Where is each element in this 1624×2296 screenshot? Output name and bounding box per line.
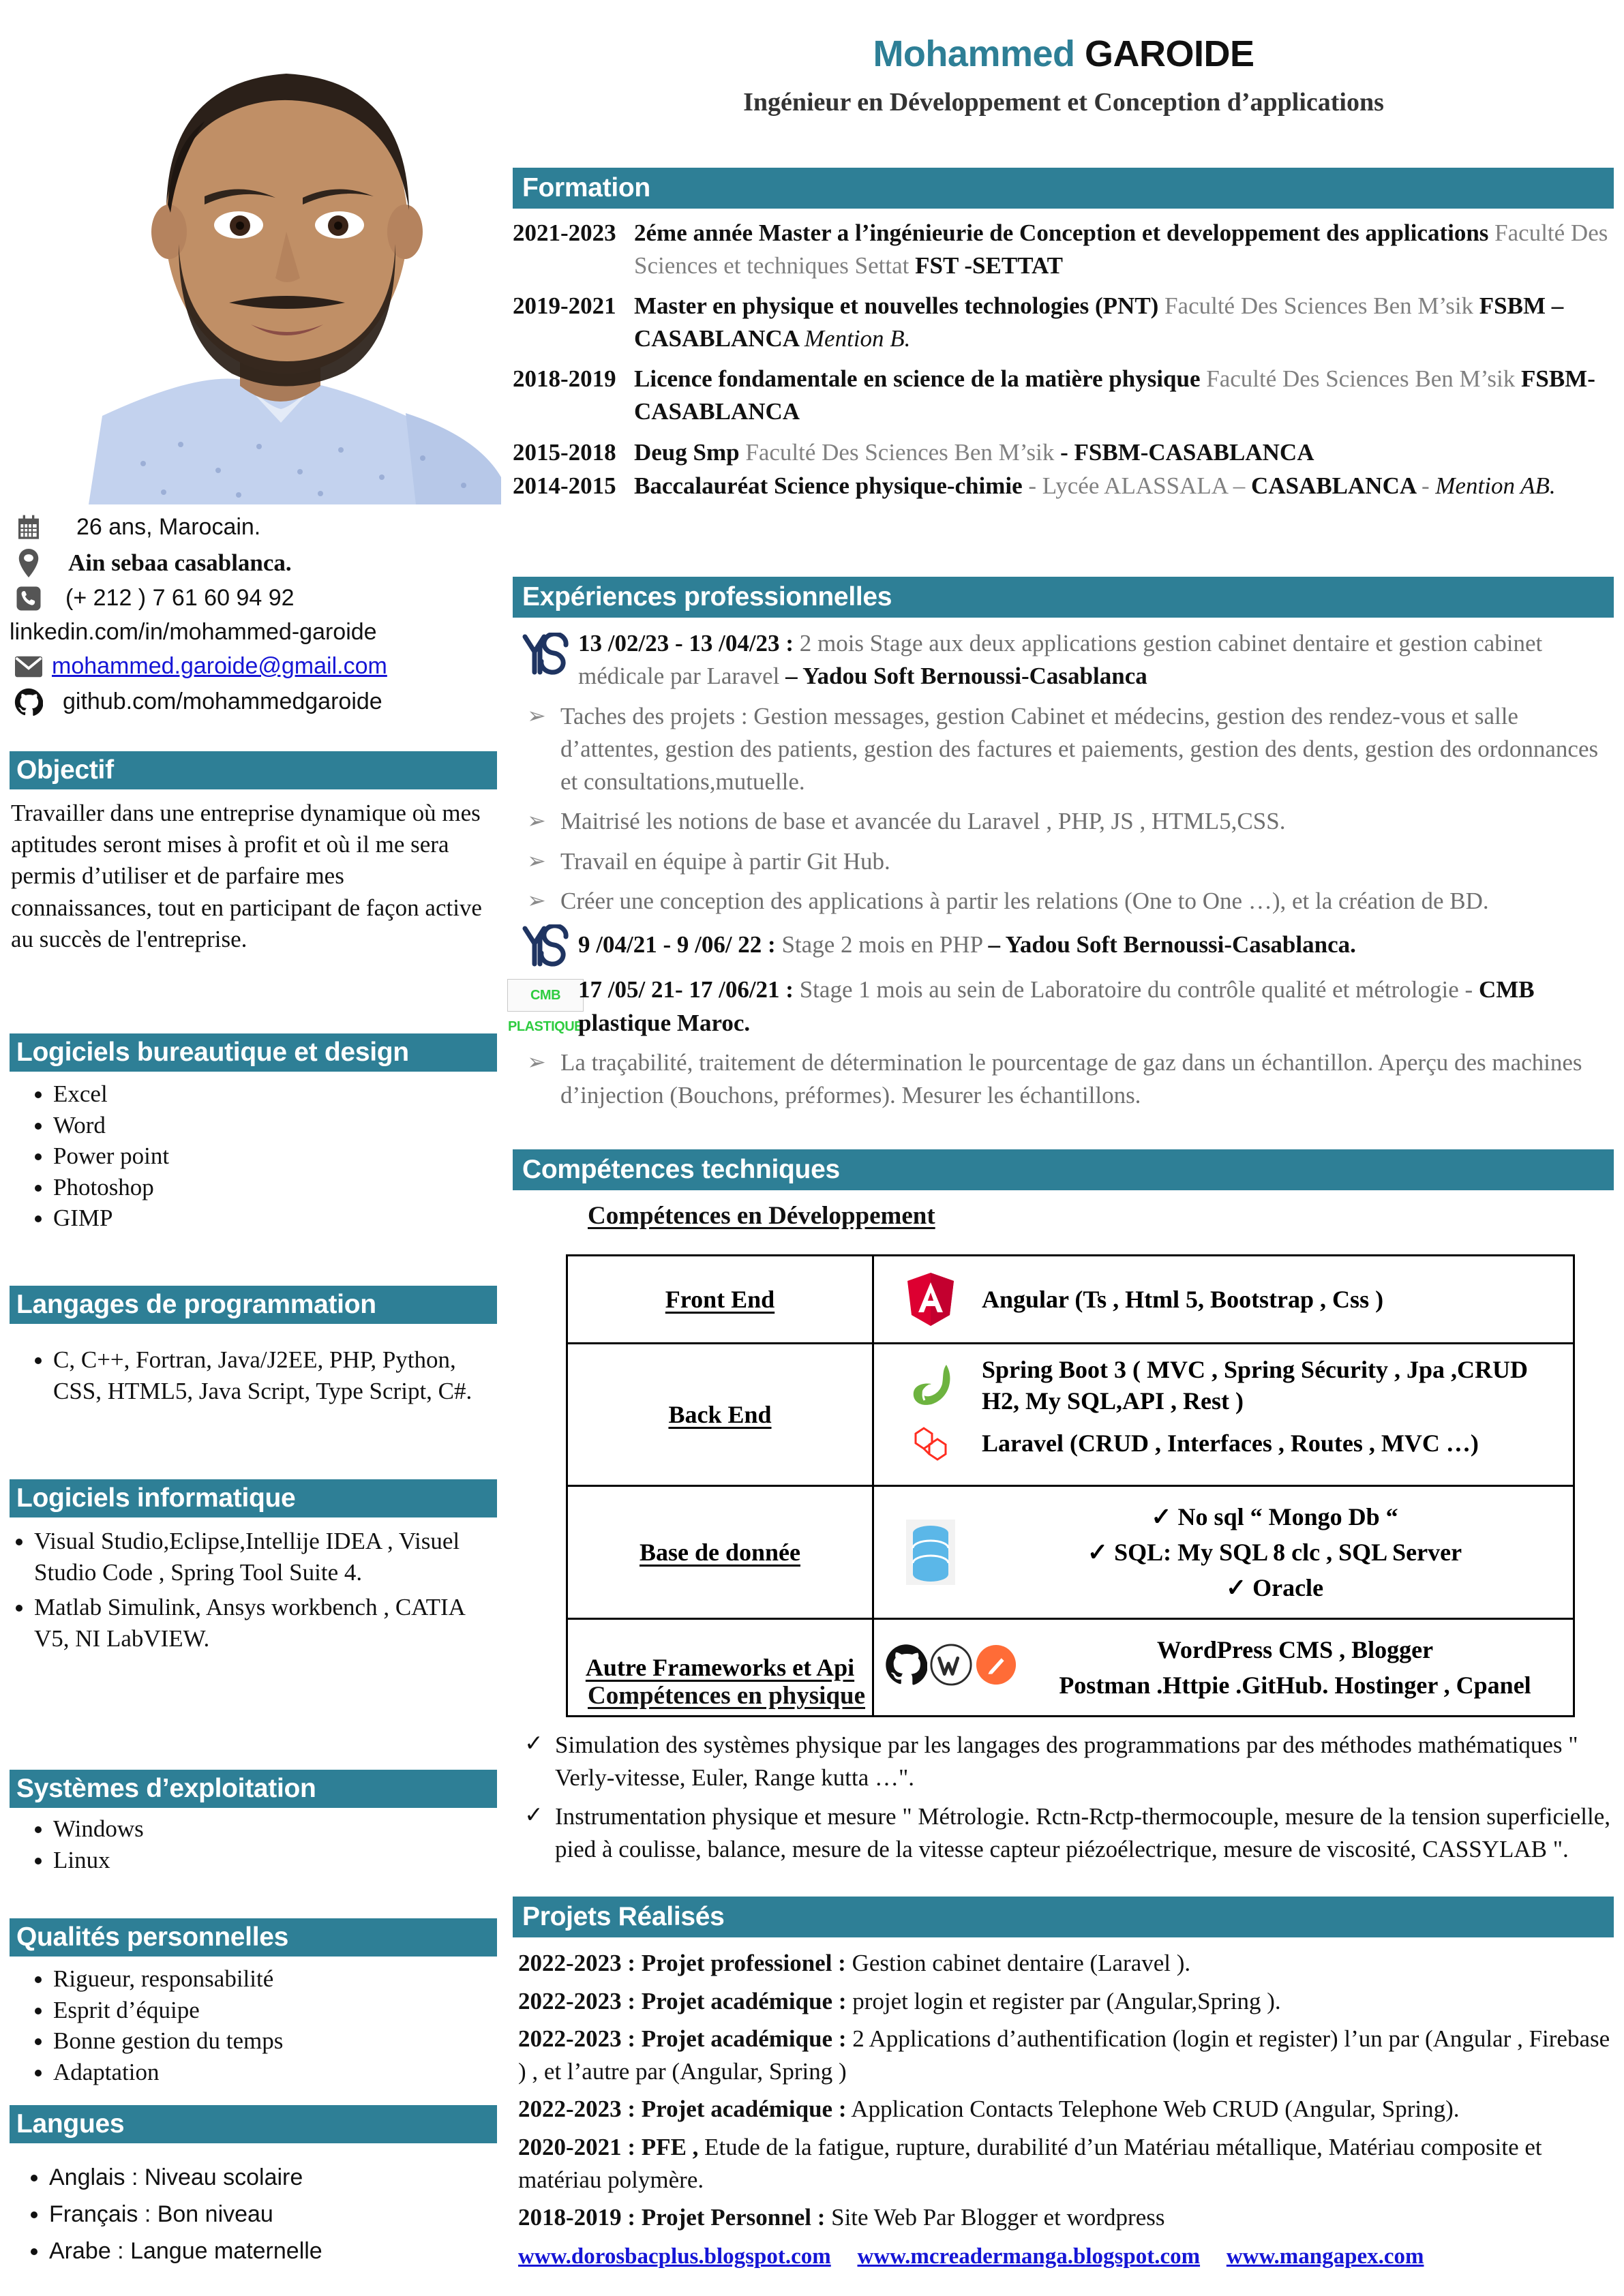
list-item: • Matlab Simulink, Ansys workbench , CATIA V5, NI LabVIEW.	[34, 1592, 484, 1654]
formation-list	[513, 217, 1616, 511]
edu-school-abbr: FSBM-CASABLANCA	[634, 365, 1595, 425]
list-item: • Arabe : Langue maternelle	[49, 2236, 491, 2266]
objectif-text: Travailler dans une entreprise dynamique où mes aptitudes seront mises à profit et où il me sera permis d’utiliser et de parfaire mes connaissances, tout en participant de façon active au succès de l'entreprise.	[11, 800, 482, 952]
dev-subtitle-text: Compétences en Développement	[588, 1202, 935, 1230]
edu-school: - Lycée ALASSALA –	[1028, 472, 1252, 500]
projet-label: 2022-2023 : Projet académique :	[518, 2025, 847, 2053]
list-item	[518, 2093, 1616, 2126]
value-back-end-1: Spring Boot 3 ( MVC , Spring Sécurity , Jpa ,CRUD H2, My SQL,API , Rest )	[982, 1356, 1529, 1415]
edu-sep: -	[1421, 472, 1436, 500]
phys-text: Instrumentation physique et mesure " Métrologie. Rctn-Rctp-thermocouple, mesure de la tension superficielle, pied à coulisse, balance, mesure de la vitesse capteur piézoélectrique, mesure de viscosité, CASSYLAB ".	[555, 1802, 1611, 1862]
table-row	[513, 470, 1616, 502]
list-item	[518, 1985, 1616, 2018]
bullet-text: La traçabilité, traitement de détermination le pourcentage de gaz dans un échantillon. Aperçu des machines d’injection (Bouchons, préformes). Mesurer les échantillons.	[560, 1048, 1582, 1109]
edu-degree: Master en physique et nouvelles technologies (PNT)	[634, 292, 1165, 320]
competences-table-wrap	[566, 1254, 1575, 1717]
table-row	[567, 1344, 1574, 1486]
value-back-end-2: Laravel (CRUD , Interfaces , Routes , MVC …)	[982, 1430, 1479, 1457]
list-item	[518, 1947, 1616, 1980]
address-text: Ain sebaa casablanca.	[68, 549, 292, 576]
table-row	[513, 217, 1616, 282]
projet-text: projet login et register par (Angular,Spring ).	[846, 1987, 1281, 2014]
experience-desc: Stage 1 mois au sein de Laboratoire du contrôle qualité et métrologie -	[793, 976, 1479, 1003]
table-row	[513, 290, 1616, 354]
edu-school: Faculté Des Sciences Ben M’sik	[1164, 292, 1479, 320]
contact-row-phone	[10, 581, 497, 616]
edu-school: Faculté Des Sciences Ben M’sik	[1206, 365, 1521, 393]
edu-school-abbr: - FSBM-CASABLANCA	[1060, 438, 1314, 466]
github-text[interactable]: github.com/mohammedgaroide	[63, 689, 382, 715]
contact-row-github	[10, 684, 497, 720]
phone-text: (+ 212 ) 7 61 60 94 92	[65, 585, 295, 611]
ys-logo-icon	[513, 919, 578, 969]
edu-school-abbr: CASABLANCA	[1251, 472, 1422, 500]
arrow-bullet-icon: ➢	[527, 1050, 546, 1075]
arrow-bullet-icon: ➢	[527, 849, 546, 874]
list-item: • Word	[53, 1110, 501, 1141]
table-row	[567, 1256, 1574, 1344]
table-cell-value	[873, 1344, 1574, 1486]
first-name: Mohammed	[873, 33, 1075, 74]
edu-degree: Licence fondamentale en science de la matière physique	[634, 365, 1207, 393]
section-header-formation	[513, 168, 1614, 209]
formation-title: Formation	[522, 173, 650, 202]
list-item	[518, 2201, 1616, 2234]
phys-subtitle	[588, 1681, 865, 1710]
table-cell-value	[873, 1486, 1574, 1619]
label-database: Base de donnée	[639, 1539, 801, 1566]
systemes-list	[0, 1813, 477, 1875]
experience-item-2	[513, 919, 1616, 969]
edu-mention: Mention AB.	[1435, 472, 1556, 500]
bureautique-title: Logiciels bureautique et design	[16, 1038, 409, 1067]
experience-company: – Yadou Soft Bernoussi-Casablanca.	[988, 931, 1356, 958]
edu-school-abbr: FST -SETTAT	[915, 252, 1063, 279]
langages-list	[0, 1344, 477, 1406]
page-title	[505, 33, 1623, 117]
last-name: GAROIDE	[1085, 33, 1254, 74]
edu-desc	[634, 217, 1616, 282]
projet-label: 2018-2019 : Projet Personnel :	[518, 2204, 826, 2231]
github-icon	[10, 688, 48, 716]
bullet-text: Créer une conception des applications à partir les relations (One to One …), et la création de BD.	[560, 888, 1489, 915]
competences-table	[566, 1254, 1575, 1717]
list-item: • Français : Bon niveau	[49, 2199, 491, 2229]
edu-year: 2018-2019	[513, 365, 616, 393]
section-header-qualites	[10, 1918, 497, 1957]
age-nationality-text: 26 ans, Marocain.	[76, 514, 261, 541]
list-item: • Visual Studio,Eclipse,Intellije IDEA , Visuel Studio Code , Spring Tool Suite 4.	[34, 1526, 484, 1588]
edu-desc	[634, 290, 1616, 354]
edu-school: Faculté Des Sciences Ben M’sik	[745, 438, 1061, 466]
contact-row-linkedin	[10, 616, 497, 649]
email-link[interactable]: mohammed.garoide@gmail.com	[52, 653, 387, 680]
cmb-plastique-logo-icon	[508, 973, 583, 1035]
list-item: • Esprit d’équipe	[53, 1995, 477, 2026]
projet-text: 2 Applications d’authentification (login et register) l’un par (Angular , Firebase ) , et l’autre par (Angular, Spring )	[518, 2025, 1610, 2085]
section-header-projets	[513, 1897, 1614, 1937]
experience-company: CMB plastique Maroc.	[578, 976, 1535, 1036]
profile-photo	[0, 0, 501, 504]
bureautique-list-wrap	[0, 1078, 501, 1234]
list-item	[518, 2023, 1616, 2087]
experience-dates: 13 /02/23 - 13 /04/23	[578, 630, 780, 656]
table-cell-value	[873, 1256, 1574, 1344]
job-subtitle: Ingénieur en Développement et Conception d’applications	[743, 88, 1384, 117]
list-item	[513, 1046, 1616, 1113]
table-cell-value	[873, 1619, 1574, 1717]
list-item: • GIMP	[53, 1203, 501, 1234]
edu-desc	[634, 470, 1616, 502]
projets-title: Projets Réalisés	[522, 1902, 725, 1931]
experiences-list	[508, 627, 1616, 1113]
systemes-list-wrap	[0, 1813, 477, 1875]
list-item: • Anglais : Niveau scolaire	[49, 2162, 491, 2192]
bureautique-list	[0, 1078, 501, 1234]
langages-title: Langages de programmation	[16, 1290, 376, 1319]
competences-title: Compétences techniques	[522, 1155, 840, 1184]
edu-degree: Baccalauréat Science physique-chimie	[634, 472, 1029, 500]
experience-sep: :	[779, 630, 800, 656]
github-wordpress-postman-icon	[879, 1644, 1023, 1692]
phone-icon	[10, 585, 48, 612]
contact-row-age	[10, 510, 497, 545]
list-item	[518, 2131, 1616, 2196]
value-fw-2: Postman .Httpie .GitHub. Hostinger , Cpanel	[1059, 1672, 1531, 1699]
list-item: • Rigueur, responsabilité	[53, 1963, 477, 1995]
list-item	[513, 885, 1616, 918]
experience-desc: 2 mois Stage aux deux applications gestion cabinet dentaire et gestion cabinet médicale par Laravel	[578, 630, 1543, 690]
calendar-icon	[10, 514, 48, 541]
projet-label: 2022-2023 : Projet académique :	[518, 2096, 847, 2123]
edu-year: 2019-2021	[513, 292, 616, 320]
projet-label: 2022-2023 : Projet académique :	[518, 1987, 847, 2014]
edu-desc	[634, 436, 1616, 469]
table-row	[513, 363, 1616, 427]
qualites-title: Qualités personnelles	[16, 1922, 289, 1952]
contact-block	[10, 510, 497, 720]
edu-mention: Mention B.	[804, 324, 911, 352]
label-frameworks: Autre Frameworks et Api	[585, 1654, 855, 1681]
list-item	[513, 1800, 1616, 1867]
phys-text: Simulation des systèmes physique par les langages des programmations par des méthodes mathématiques " Verly-vitesse, Euler, Range kutta …".	[555, 1732, 1578, 1792]
systemes-title: Systèmes d’exploitation	[16, 1774, 316, 1803]
list-item: • Power point	[53, 1141, 501, 1172]
ys-logo-icon	[513, 627, 578, 678]
edu-year: 2015-2018	[513, 438, 616, 466]
section-header-logiciels	[10, 1479, 497, 1517]
langues-list-wrap	[0, 2162, 491, 2267]
experience-desc: Stage 2 mois en PHP	[775, 931, 989, 958]
logiciels-list-wrap	[0, 1526, 484, 1654]
spring-icon	[904, 1358, 957, 1417]
projets-list	[518, 1947, 1616, 2272]
experience-item-1	[513, 627, 1616, 693]
list-item	[513, 1729, 1616, 1795]
langages-list-wrap	[0, 1344, 477, 1406]
link-mcreadermanga[interactable]: www.mcreadermanga.blogspot.com	[857, 2244, 1201, 2269]
database-values	[982, 1499, 1567, 1606]
value-db-2: ✓ SQL: My SQL 8 clc , SQL Server	[1087, 1538, 1462, 1566]
list-item: • Linux	[53, 1845, 477, 1876]
full-name	[505, 33, 1623, 75]
experience-text	[578, 627, 1616, 693]
wordpress-icon	[930, 1644, 972, 1692]
contact-row-address	[10, 545, 497, 581]
section-header-langues	[10, 2105, 497, 2143]
edu-year: 2014-2015	[513, 472, 616, 500]
experience-dates: 17 /05/ 21- 17 /06/21 :	[578, 976, 794, 1003]
contact-row-email	[10, 649, 497, 684]
logiciels-title: Logiciels informatique	[16, 1483, 296, 1513]
postman-icon	[975, 1644, 1017, 1692]
list-item	[513, 805, 1616, 838]
experience-text	[578, 919, 1616, 961]
bullet-text: Taches des projets : Gestion messages, gestion Cabinet et médecins, gestion des rendez-vous et salle d’attentes, gestion des patients, gestion des factures et paiements, gestion des dents, gestion des ordonnances et consultations,mutuelle.	[560, 702, 1599, 796]
value-db-3: ✓ Oracle	[1225, 1574, 1324, 1602]
frameworks-values	[1023, 1632, 1567, 1703]
value-fw-1: WordPress CMS , Blogger	[1156, 1635, 1434, 1663]
table-cell-label	[567, 1486, 873, 1619]
phys-list	[513, 1723, 1616, 1866]
dev-subtitle	[588, 1201, 935, 1230]
qualites-list	[0, 1963, 477, 2087]
edu-desc	[634, 363, 1616, 427]
section-header-systemes	[10, 1770, 497, 1808]
edu-year: 2021-2023	[513, 220, 616, 246]
section-header-objectif	[10, 751, 497, 789]
edu-school: Faculté Des Sciences et techniques Settat	[634, 220, 1608, 279]
logiciels-list	[0, 1526, 484, 1654]
list-item: • Excel	[53, 1078, 501, 1110]
linkedin-text[interactable]: linkedin.com/in/mohammed-garoide	[10, 619, 377, 646]
list-item: • Photoshop	[53, 1172, 501, 1203]
experience-item-3	[508, 973, 1616, 1040]
project-links	[518, 2239, 1616, 2272]
objectif-title: Objectif	[16, 755, 114, 785]
arrow-bullet-icon: ➢	[527, 889, 546, 914]
value-db-1: ✓ No sql “ Mongo Db “	[1151, 1502, 1398, 1530]
laravel-icon	[906, 1420, 955, 1475]
location-pin-icon	[10, 549, 48, 577]
bullet-text: Travail en équipe à partir Git Hub.	[560, 847, 890, 875]
edu-degree: Deug Smp	[634, 438, 746, 466]
database-icon	[879, 1515, 982, 1589]
table-row	[567, 1486, 1574, 1619]
github-icon	[885, 1644, 927, 1692]
phys-subtitle-text: Compétences en physique	[588, 1682, 866, 1710]
arrow-bullet-icon: ➢	[527, 704, 546, 729]
section-header-bureautique	[10, 1033, 497, 1072]
qualites-list-wrap	[0, 1963, 477, 2087]
envelope-icon	[10, 656, 48, 678]
bullet-text: Maitrisé les notions de base et avancée du Laravel , PHP, JS , HTML5,CSS.	[560, 808, 1286, 835]
experience-text	[578, 973, 1616, 1040]
cmb-logo-text: CMB PLASTIQUE	[507, 979, 584, 1012]
table-cell-label	[567, 1344, 873, 1486]
list-item	[513, 700, 1616, 799]
section-header-competences	[513, 1149, 1614, 1190]
experiences-title: Expériences professionnelles	[522, 582, 892, 611]
projet-text: Etude de la fatigue, rupture, durabilité d’un Matériau métallique, Matériau composite et matériau polymère.	[518, 2133, 1542, 2193]
list-item: • Bonne gestion du temps	[53, 2025, 477, 2057]
projet-text: Site Web Par Blogger et wordpress	[825, 2204, 1165, 2231]
experience-dates: 9 /04/21 - 9 /06/ 22 :	[578, 931, 776, 958]
table-row	[513, 436, 1616, 469]
langues-list	[0, 2162, 491, 2267]
list-item: • C, C++, Fortran, Java/J2EE, PHP, Python, CSS, HTML5, Java Script, Type Script, C#.	[53, 1344, 477, 1406]
label-back-end: Back End	[668, 1401, 772, 1428]
projet-text: Gestion cabinet dentaire (Laravel ).	[845, 1950, 1191, 1976]
edu-degree: 2éme année Master a l’ingénieurie de Conception et developpement des applications	[634, 220, 1495, 246]
experience-company: – Yadou Soft Bernoussi-Casablanca	[785, 663, 1147, 690]
list-item: • Adaptation	[53, 2057, 477, 2088]
link-dorosbacplus[interactable]: www.dorosbacplus.blogspot.com	[518, 2244, 831, 2269]
projet-label: 2020-2021 : PFE ,	[518, 2133, 699, 2160]
angular-icon	[879, 1271, 982, 1327]
arrow-bullet-icon: ➢	[527, 809, 546, 834]
left-sidebar	[0, 0, 501, 2296]
check-icon: ✓	[524, 1732, 543, 1756]
langues-title: Langues	[16, 2109, 125, 2139]
check-icon: ✓	[524, 1802, 543, 1828]
section-header-langages	[10, 1286, 497, 1324]
projet-label: 2022-2023 : Projet professionel :	[518, 1950, 846, 1976]
projet-text: Application Contacts Telephone Web CRUD (Angular, Spring).	[846, 2096, 1460, 2123]
table-cell-label	[567, 1256, 873, 1344]
label-front-end: Front End	[665, 1286, 775, 1313]
spring-laravel-icon	[879, 1354, 982, 1475]
link-mangapex[interactable]: www.mangapex.com	[1226, 2244, 1424, 2269]
section-header-experiences	[513, 577, 1614, 618]
list-item: • Windows	[53, 1813, 477, 1845]
list-item	[513, 845, 1616, 878]
value-front-end: Angular (Ts , Html 5, Bootstrap , Css )	[982, 1285, 1384, 1313]
edu-school-abbr: FSBM –CASABLANCA	[634, 292, 1564, 352]
